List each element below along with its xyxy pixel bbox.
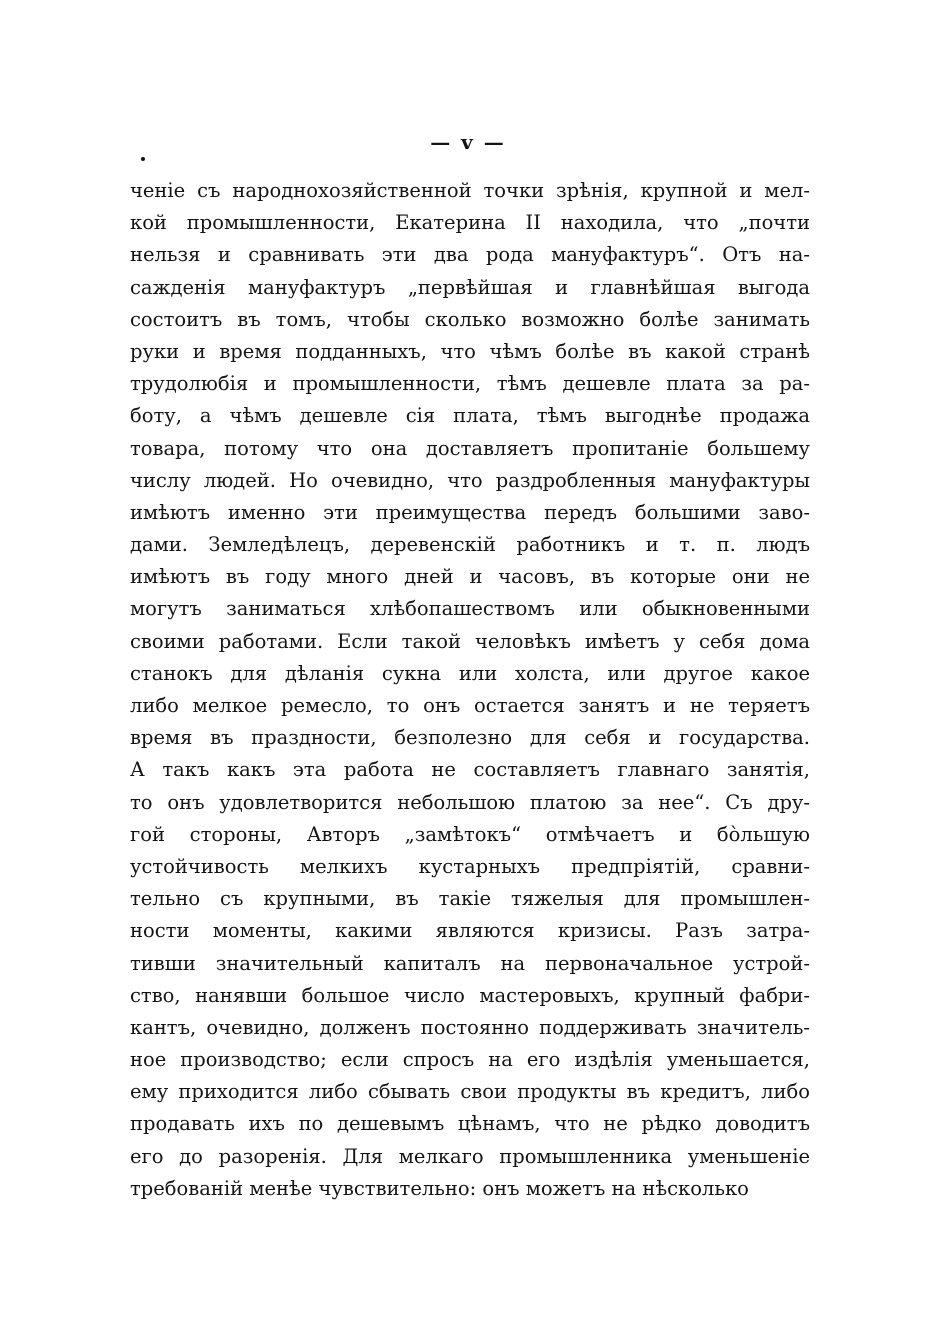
text-line: трудолюбія и промышленности, тѣмъ дешевле плата за ра- xyxy=(130,372,810,396)
text-line: время въ праздности, безполезно для себя и государства. xyxy=(130,726,810,750)
text-line: устойчивость мелкихъ кустарныхъ предпріятій, сравни- xyxy=(130,854,810,878)
text-line: продавать ихъ по дешевымъ цѣнамъ, что не рѣдко доводитъ xyxy=(130,1112,810,1136)
text-line: тельно съ крупными, въ такіе тяжелыя для промышлен- xyxy=(130,887,810,911)
page-number: — v — xyxy=(430,130,506,154)
text-line: кантъ, очевидно, долженъ постоянно поддерживать значитель- xyxy=(130,1015,810,1039)
text-line: числу людей. Но очевидно, что раздробленныя мануфактуры xyxy=(130,468,810,492)
text-line: нельзя и сравнивать эти два рода мануфактуръ“. Отъ на- xyxy=(130,243,810,267)
text-line: то онъ удовлетворится небольшою платою за нее“. Съ дру- xyxy=(130,790,810,814)
text-line: ное производство; если спросъ на его издѣлія уменьшается, xyxy=(130,1048,810,1072)
text-line: станокъ для дѣланія сукна или холста, или другое какое xyxy=(130,661,810,685)
print-speck xyxy=(141,157,145,161)
text-line: товара, потому что она доставляетъ пропитаніе большему xyxy=(130,436,810,460)
text-line: ности моменты, какими являются кризисы. Разъ затра- xyxy=(130,919,810,943)
text-line: дами. Земледѣлецъ, деревенскій работникъ и т. п. людъ xyxy=(130,533,810,557)
text-line: кой промышленности, Екатерина II находила, что „почти xyxy=(130,211,810,235)
text-line: его до разоренія. Для мелкаго промышленника уменьшеніе xyxy=(130,1144,810,1168)
text-line: либо мелкое ремесло, то онъ остается занятъ и не теряетъ xyxy=(130,694,810,717)
text-line: гой стороны, Авторъ „замѣтокъ“ отмѣчаетъ и бо̀льшую xyxy=(130,822,810,846)
text-line: состоитъ въ томъ, чтобы сколько возможно болѣе занимать xyxy=(130,307,810,331)
text-line: своими работами. Если такой человѣкъ имѣетъ у себя дома xyxy=(130,629,810,653)
text-line: руки и время подданныхъ, что чѣмъ болѣе въ какой странѣ xyxy=(130,339,810,363)
text-line: боту, а чѣмъ дешевле сія плата, тѣмъ выгоднѣе продажа xyxy=(130,404,810,428)
text-line: тивши значительный капиталъ на первоначальное устрой- xyxy=(130,951,810,975)
text-line: имѣютъ именно эти преимущества передъ большими заво- xyxy=(130,500,810,524)
text-line: А такъ какъ эта работа не составляетъ главнаго занятія, xyxy=(130,758,810,782)
body-text xyxy=(130,175,810,1205)
text-line: ему приходится либо сбывать свои продукты въ кредитъ, либо xyxy=(130,1080,810,1104)
text-line: сажденія мануфактуръ „первѣйшая и главнѣйшая выгода xyxy=(130,275,810,299)
text-line: требованій менѣе чувствительно: онъ можетъ на нѣсколько xyxy=(130,1176,749,1200)
text-line: ство, нанявши большое число мастеровыхъ, крупный фабри- xyxy=(130,983,810,1007)
text-line: ченіе съ народнохозяйственной точки зрѣнія, крупной и мел- xyxy=(130,179,810,202)
text-line: могутъ заниматься хлѣбопашествомъ или обыкновенными xyxy=(130,597,810,621)
text-line: имѣютъ въ году много дней и часовъ, въ которые они не xyxy=(130,565,810,589)
